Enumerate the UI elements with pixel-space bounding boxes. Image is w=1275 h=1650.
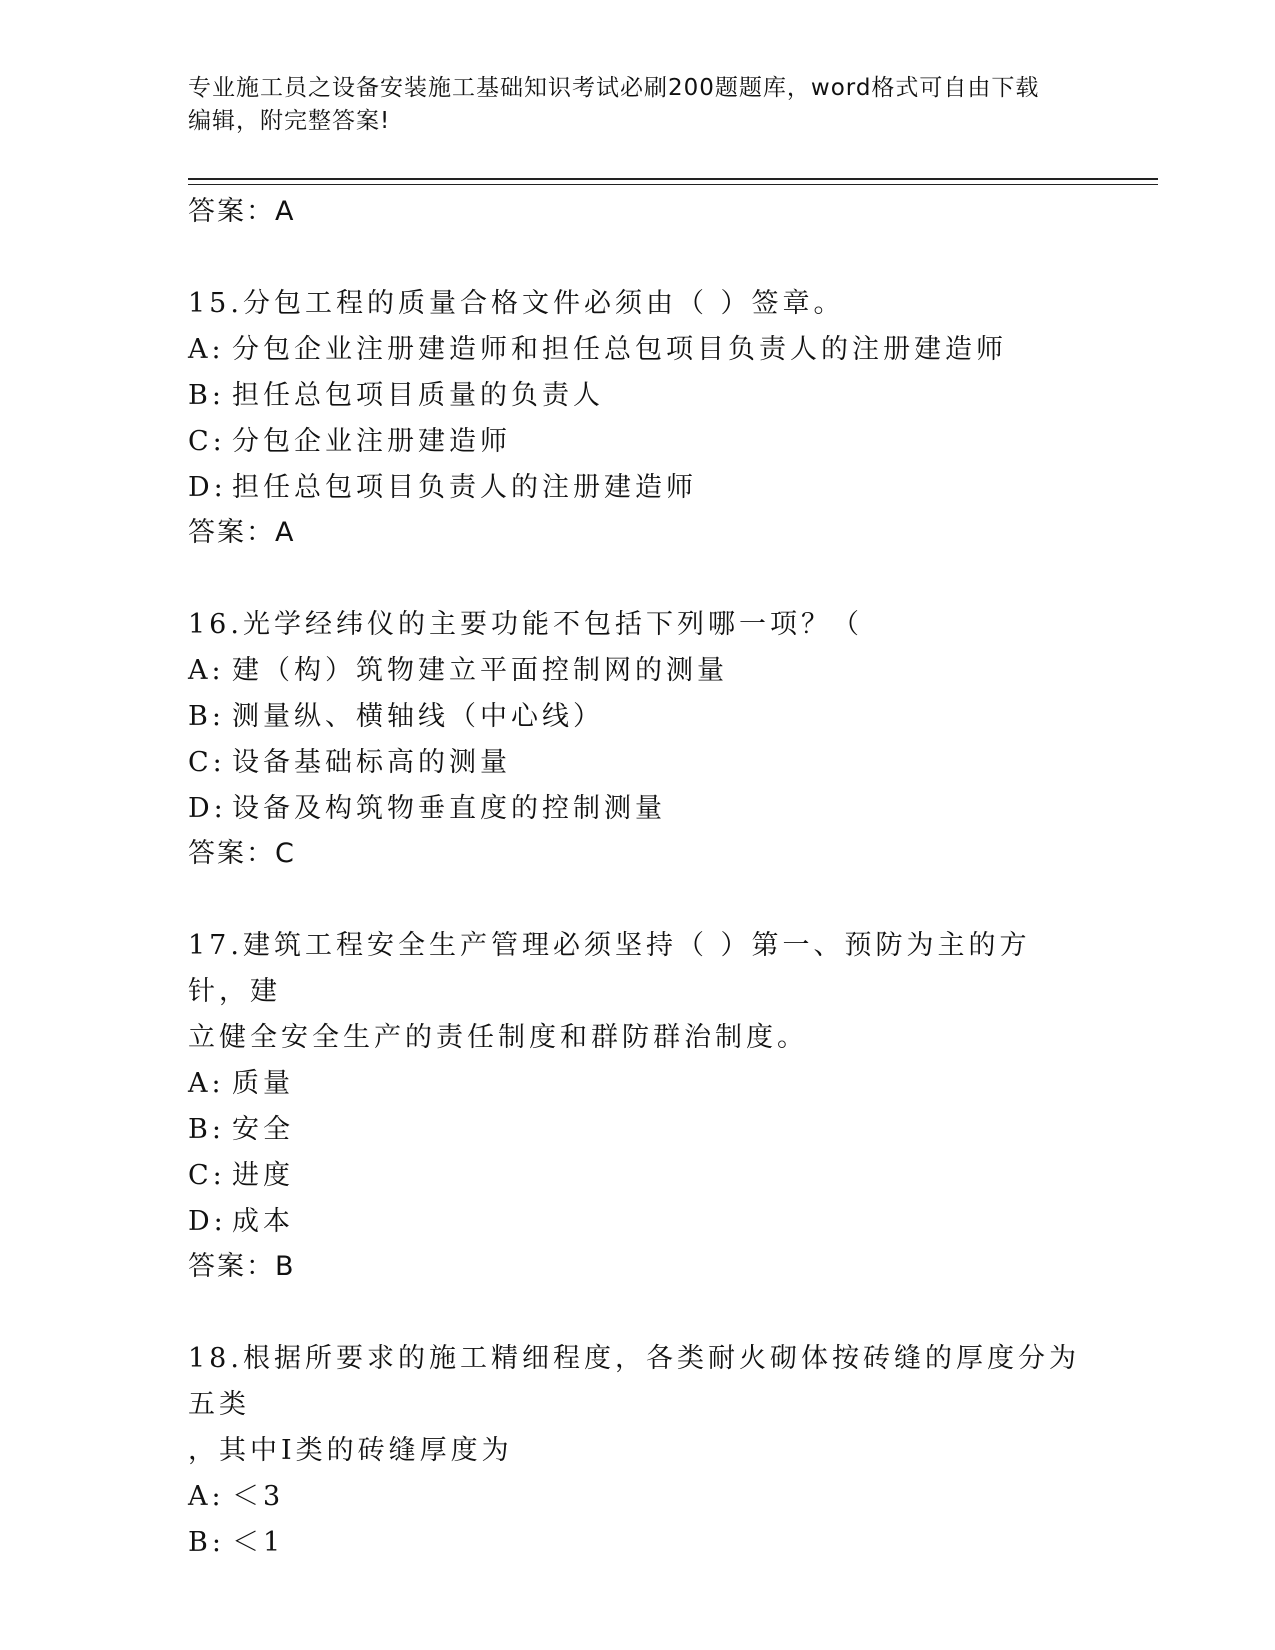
option-c xyxy=(188,1153,1088,1199)
option-letter: C: xyxy=(188,747,226,778)
option-d xyxy=(188,786,1088,832)
option-letter: B: xyxy=(188,1114,225,1145)
header-line-2: 编辑，附完整答案! xyxy=(188,108,391,134)
option-letter: B: xyxy=(188,1527,225,1558)
option-letter: D: xyxy=(188,472,227,503)
option-text: ＜1 xyxy=(232,1527,285,1558)
option-b xyxy=(188,694,1088,740)
answer-line: 答案：A xyxy=(188,196,296,227)
option-text: 分包企业注册建造师 xyxy=(232,426,511,457)
option-text: 担任总包项目质量的负责人 xyxy=(232,380,604,411)
option-text: 分包企业注册建造师和担任总包项目负责人的注册建造师 xyxy=(232,334,1007,365)
option-text: 进度 xyxy=(232,1160,294,1191)
option-letter: B: xyxy=(188,380,225,411)
answer-line: 答案：C xyxy=(188,838,296,869)
option-d xyxy=(188,465,1088,511)
option-b xyxy=(188,1107,1088,1153)
option-text: 质量 xyxy=(232,1068,294,1099)
option-text: 设备及构筑物垂直度的控制测量 xyxy=(232,793,666,824)
option-text: 成本 xyxy=(232,1206,294,1237)
option-letter: A: xyxy=(188,1481,225,1512)
question-stem: 15.分包工程的质量合格文件必须由（ ）签章。 xyxy=(188,288,845,319)
option-letter: C: xyxy=(188,426,226,457)
question-stem-continued: 立健全安全生产的责任制度和群防群治制度。 xyxy=(188,1022,808,1053)
question-stem: 16.光学经纬仪的主要功能不包括下列哪一项？（ xyxy=(188,609,863,640)
header-rule-thin xyxy=(188,184,1158,185)
answer-line: 答案：A xyxy=(188,517,296,548)
option-d xyxy=(188,1199,1088,1245)
option-a xyxy=(188,648,1088,694)
header-line-1: 专业施工员之设备安装施工基础知识考试必刷200题题库，word格式可自由下载 xyxy=(188,75,1040,101)
option-b xyxy=(188,373,1088,419)
option-c xyxy=(188,740,1088,786)
option-text: 设备基础标高的测量 xyxy=(232,747,511,778)
document-header xyxy=(188,72,1088,138)
question-stem: 17.建筑工程安全生产管理必须坚持（ ）第一、预防为主的方针，建 xyxy=(188,930,1031,1007)
question-list xyxy=(188,190,1088,1566)
option-a xyxy=(188,1474,1088,1520)
question-16 xyxy=(188,602,1088,876)
header-rule xyxy=(188,178,1158,180)
question-stem-continued: ，其中Ⅰ类的砖缝厚度为 xyxy=(188,1435,513,1466)
question-stem: 18.根据所要求的施工精细程度，各类耐火砌体按砖缝的厚度分为五类 xyxy=(188,1343,1080,1420)
option-a xyxy=(188,1061,1088,1107)
option-letter: A: xyxy=(188,1068,225,1099)
question-17 xyxy=(188,923,1088,1289)
option-letter: D: xyxy=(188,1206,227,1237)
question-15 xyxy=(188,281,1088,555)
question-18 xyxy=(188,1336,1088,1566)
option-text: 测量纵、横轴线（中心线） xyxy=(232,701,604,732)
option-letter: A: xyxy=(188,655,225,686)
option-a xyxy=(188,327,1088,373)
option-text: 安全 xyxy=(232,1114,294,1145)
option-letter: D: xyxy=(188,793,227,824)
option-b xyxy=(188,1520,1088,1566)
option-letter: C: xyxy=(188,1160,226,1191)
answer-line: 答案：B xyxy=(188,1251,296,1282)
option-c xyxy=(188,419,1088,465)
option-text: 建（构）筑物建立平面控制网的测量 xyxy=(232,655,728,686)
option-letter: B: xyxy=(188,701,225,732)
option-text: ＜3 xyxy=(232,1481,285,1512)
option-letter: A: xyxy=(188,334,225,365)
option-text: 担任总包项目负责人的注册建造师 xyxy=(232,472,697,503)
